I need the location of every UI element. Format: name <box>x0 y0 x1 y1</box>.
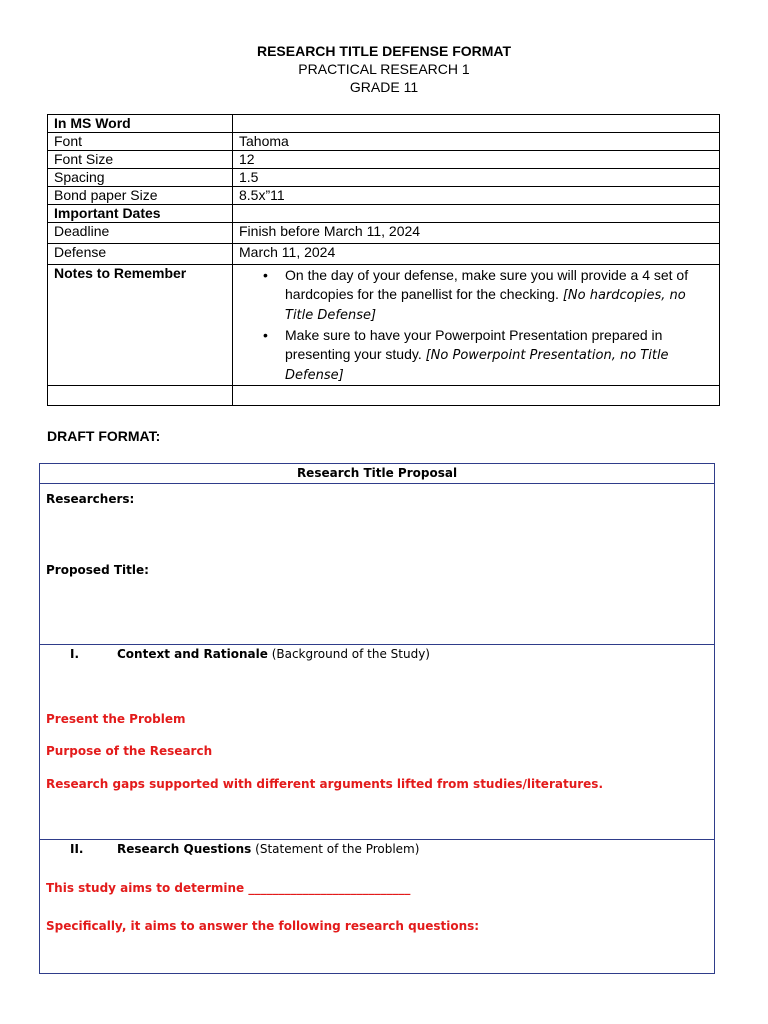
grade-line: GRADE 11 <box>349 79 419 95</box>
note-text: On the day of your defense, make sure you will provide a 4 set of hardcopies for the panellist for the checking. <box>285 267 689 302</box>
empty-cell <box>233 115 720 133</box>
row-label: Spacing <box>48 169 233 187</box>
section-heading <box>117 842 419 856</box>
deadline-label: Deadline <box>48 223 233 244</box>
prompt-line: Present the Problem <box>46 712 186 726</box>
table-row <box>48 265 720 386</box>
deadline-value: Finish before March 11, 2024 <box>233 223 720 244</box>
table-row <box>48 169 720 187</box>
row-value: 1.5 <box>233 169 720 187</box>
ms-word-heading: In MS Word <box>48 115 233 133</box>
list-item <box>285 325 713 385</box>
empty-cell <box>48 386 233 406</box>
prompt-line: Specifically, it aims to answer the following research questions: <box>46 919 480 933</box>
note-warning: [No Powerpoint Presentation, no Title Defense] <box>285 348 669 383</box>
notes-heading: Notes to Remember <box>48 265 233 386</box>
table-row <box>48 205 720 223</box>
list-item <box>285 265 713 325</box>
proposal-title: Research Title Proposal <box>296 466 458 480</box>
table-row <box>48 386 720 406</box>
prompt-line: This study aims to determine ___________________________ <box>46 881 411 895</box>
section-heading-bold: Context and Rationale <box>117 647 268 661</box>
section-heading <box>117 647 430 661</box>
table-row <box>48 115 720 133</box>
section-subheading: (Statement of the Problem) <box>255 842 420 856</box>
table-row <box>48 223 720 244</box>
notes-cell <box>233 265 720 386</box>
document-header <box>0 42 768 96</box>
note-text: Make sure to have your Powerpoint Presentation prepared in presenting your study. <box>285 327 663 362</box>
defense-label: Defense <box>48 244 233 265</box>
research-questions-section <box>40 839 714 974</box>
context-section <box>40 644 714 840</box>
note-warning: [No hardcopies, no Title Defense] <box>285 288 686 323</box>
table-row <box>48 244 720 265</box>
format-table <box>47 114 720 406</box>
empty-cell <box>233 386 720 406</box>
row-label: Bond paper Size <box>48 187 233 205</box>
notes-list <box>239 265 713 385</box>
draft-format-label: DRAFT FORMAT: <box>47 428 161 444</box>
important-dates-heading: Important Dates <box>48 205 233 223</box>
row-label: Font Size <box>48 151 233 169</box>
table-row <box>48 187 720 205</box>
proposed-title-label: Proposed Title: <box>46 563 149 577</box>
subject-line: PRACTICAL RESEARCH 1 <box>298 61 470 77</box>
row-value: 8.5x”11 <box>233 187 720 205</box>
section-heading-bold: Research Questions <box>117 842 252 856</box>
row-label: Font <box>48 133 233 151</box>
section-numeral: II. <box>70 842 84 856</box>
prompt-line: Research gaps supported with different arguments lifted from studies/literatures. <box>46 777 603 791</box>
researchers-section <box>40 483 714 645</box>
section-subheading: (Background of the Study) <box>271 647 430 661</box>
empty-cell <box>233 205 720 223</box>
table-row <box>48 133 720 151</box>
row-value: 12 <box>233 151 720 169</box>
researchers-label: Researchers: <box>46 492 135 506</box>
prompt-line: Purpose of the Research <box>46 744 213 758</box>
table-row <box>48 151 720 169</box>
document-title: RESEARCH TITLE DEFENSE FORMAT <box>256 43 512 59</box>
section-numeral: I. <box>70 647 80 661</box>
proposal-form <box>39 463 715 974</box>
defense-value: March 11, 2024 <box>233 244 720 265</box>
row-value: Tahoma <box>233 133 720 151</box>
